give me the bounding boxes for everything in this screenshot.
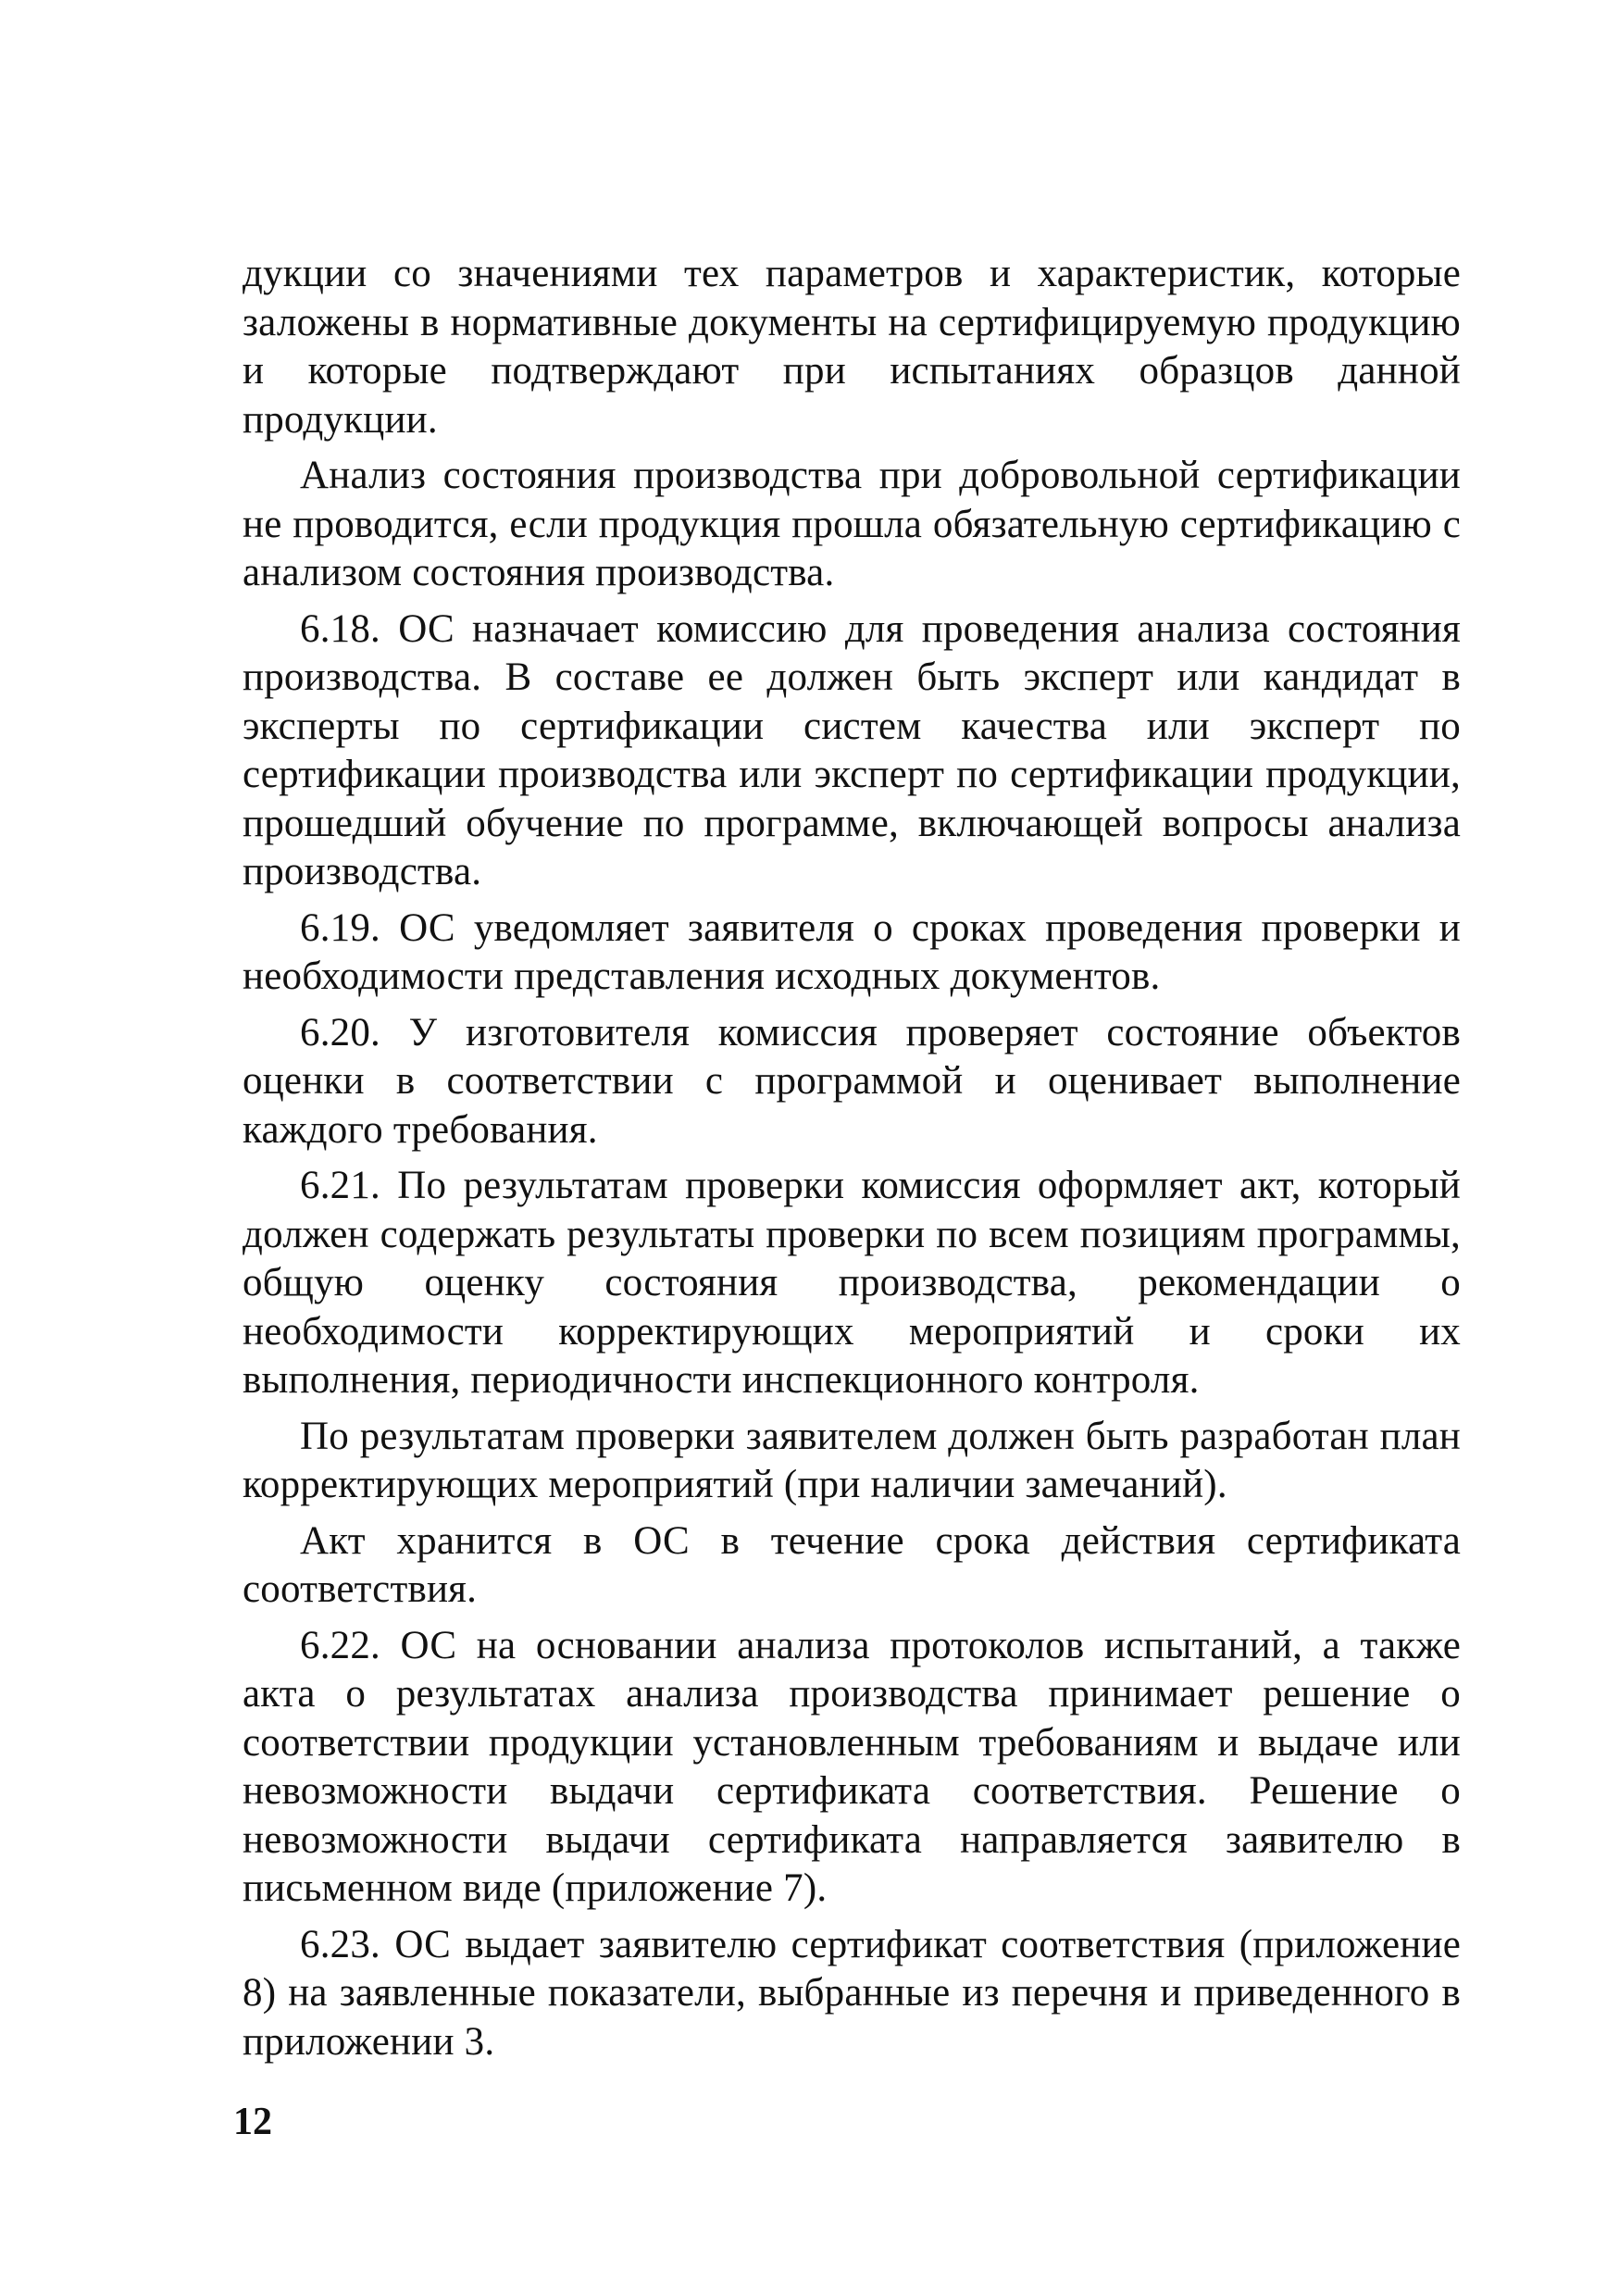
document-page [243, 250, 1461, 2074]
page-number: 12 [233, 2101, 272, 2143]
paragraph-6-22: 6.22. ОС на основании анализа протоколов испытаний, а также акта о результатах анализа производства принимает решение о соответствии продукции установленным требованиям и выдаче или невозможности выдачи сертификата соответствия. Решение о невозможности выдачи сертификата направляется заявителю в письменном виде (приложение 7). [243, 1623, 1461, 1910]
paragraph-6-18: 6.18. ОС назначает комиссию для проведения анализа состояния производства. В составе ее должен быть эксперт или кандидат в эксперты по сертификации систем качества или эксперт по сертификации производства или эксперт по сертификации продукции, прошедший обучение по программе, включающей вопросы анализа производства. [243, 606, 1461, 893]
paragraph-plan: По результатам проверки заявителем должен быть разработан план корректирующих мероприятий (при наличии замечаний). [243, 1414, 1461, 1506]
paragraph-6-21: 6.21. По результатам проверки комиссия оформляет акт, который должен содержать результаты проверки по всем позициям программы, общую оценку состояния производства, рекомендации о необходимости корректирующих мероприятий и сроки их выполнения, периодичности инспекционного контроля. [243, 1164, 1461, 1402]
paragraph-continuation: дукции со значениями тех параметров и характеристик, которые заложены в нормативные документы на сертифицируемую продукцию и которые подтверждают при испытаниях образцов данной продукции. [243, 252, 1461, 442]
paragraph-act-storage: Акт хранится в ОС в течение срока действия сертификата соответствия. [243, 1518, 1461, 1611]
paragraph-6-23: 6.23. ОС выдает заявителю сертификат соответствия (приложение 8) на заявленные показатели, выбранные из перечня и приведенного в приложении 3. [243, 1922, 1461, 2064]
paragraph-6-19: 6.19. ОС уведомляет заявителя о сроках проведения проверки и необходимости представления исходных документов. [243, 905, 1461, 998]
paragraph-analysis-voluntary: Анализ состояния производства при добровольной сертификации не проводится, если продукция прошла обязательную сертификацию с анализом состояния производства. [243, 454, 1461, 594]
paragraph-6-20: 6.20. У изготовителя комиссия проверяет состояние объектов оценки в соответствии с программой и оценивает выполнение каждого требования. [243, 1010, 1461, 1152]
